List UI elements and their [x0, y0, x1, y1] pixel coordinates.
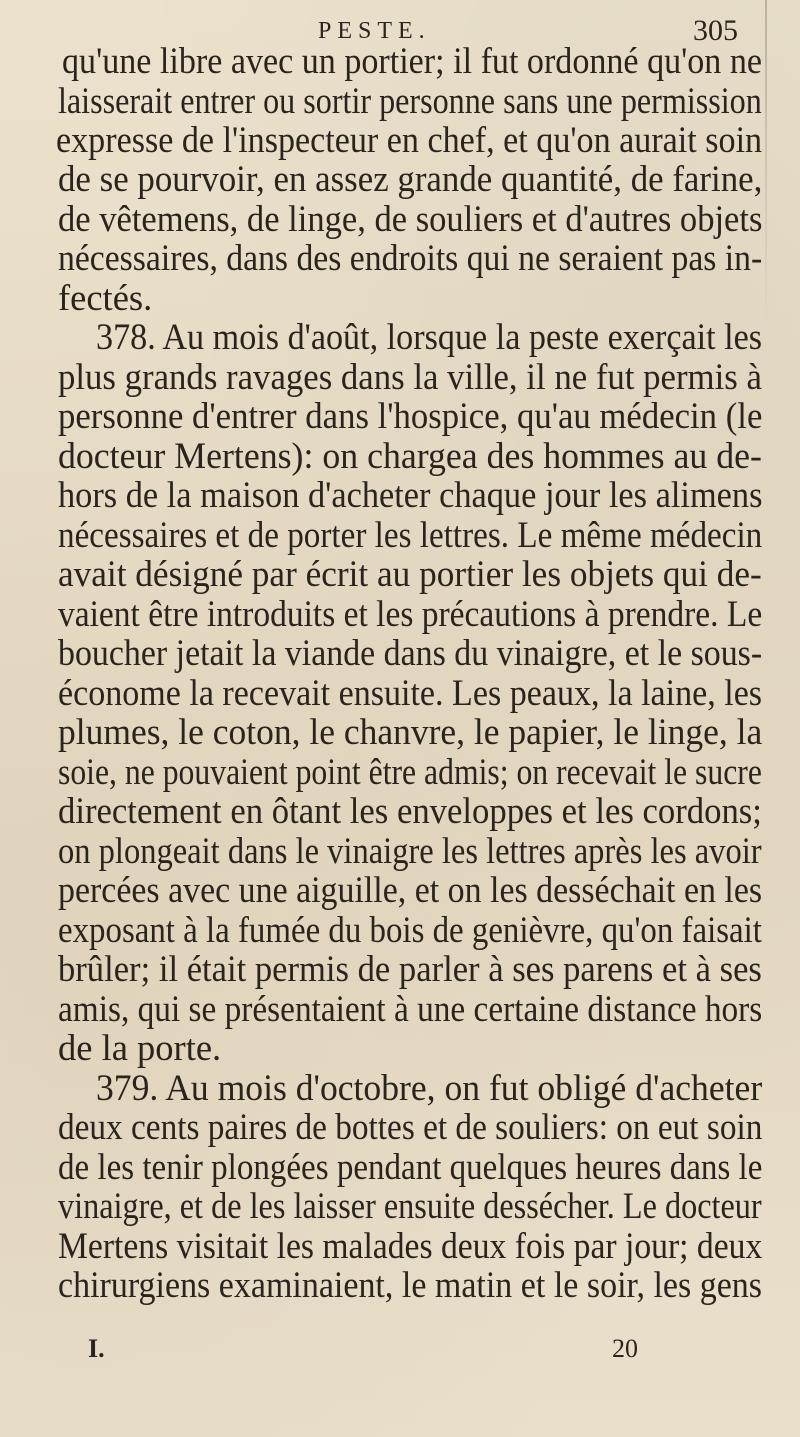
text-line: de vêtemens, de linge, de souliers et d'autres objets [58, 198, 763, 239]
text-line: qu'une libre avec un portier; il fut ordonné qu'on ne [62, 40, 763, 81]
text-line: nécessaires et de porter les lettres. Le même médecin [58, 514, 763, 555]
text-line: soie, ne pouvaient point être admis; on recevait le sucre [58, 751, 762, 792]
text-line: deux cents paires de bottes et de souliers: on eut soin [58, 1106, 763, 1147]
text-line: nécessaires, dans des endroits qui ne seraient pas in- [58, 237, 763, 278]
page-number: 305 [693, 14, 738, 47]
text-line: on plongeait dans le vinaigre les lettres après les avoir [58, 830, 762, 871]
text-line: hors de la maison d'acheter chaque jour les alimens [58, 474, 763, 515]
text-line: vaient être introduits et les précautions à prendre. Le [58, 593, 763, 634]
text-line: brûler; il était permis de parler à ses parens et à ses [58, 948, 762, 989]
text-line: plumes, le coton, le chanvre, le papier, le linge, la [58, 711, 763, 752]
text-line: vinaigre, et de les laisser ensuite dessécher. Le docteur [58, 1185, 762, 1226]
text-line: docteur Mertens): on chargea des hommes au de- [58, 435, 762, 476]
text-line: expresse de l'inspecteur en chef, et qu'on aurait soin [56, 119, 763, 160]
text-line: directement en ôtant les enveloppes et les cordons; [58, 790, 762, 831]
text-line: fectés. [58, 277, 153, 318]
text-line: 379. Au mois d'octobre, on fut obligé d'acheter [96, 1067, 763, 1108]
text-line: boucher jetait la viande dans du vinaigre, et le sous- [58, 632, 763, 673]
text-line: de se pourvoir, en assez grande quantité, de farine, [58, 158, 763, 199]
text-line: de la porte. [58, 1027, 222, 1068]
running-title: PESTE. [318, 18, 431, 44]
text-line: de les tenir plongées pendant quelques heures dans le [58, 1146, 763, 1187]
text-line: Mertens visitait les malades deux fois par jour; deux [58, 1225, 763, 1266]
text-line: percées avec une aiguille, et on les desséchait en les [58, 869, 763, 910]
text-line: exposant à la fumée du bois de genièvre, qu'on faisait [58, 909, 762, 950]
signature-mark: I. [88, 1334, 105, 1363]
text-line: avait désigné par écrit au portier les objets qui de- [58, 553, 762, 594]
text-line: plus grands ravages dans la ville, il ne fut permis à [58, 356, 762, 397]
text-line: 378. Au mois d'août, lorsque la peste exerçait les [96, 316, 763, 357]
text-line: économe la recevait ensuite. Les peaux, la laine, les [58, 672, 763, 713]
text-line: personne d'entrer dans l'hospice, qu'au médecin (le [58, 395, 763, 436]
text-line: amis, qui se présentaient à une certaine distance hors [58, 988, 763, 1029]
catchword: 20 [612, 1334, 638, 1363]
text-line: laisserait entrer ou sortir personne sans une permission [58, 80, 762, 121]
text-line: chirurgiens examinaient, le matin et le soir, les gens [58, 1264, 763, 1305]
